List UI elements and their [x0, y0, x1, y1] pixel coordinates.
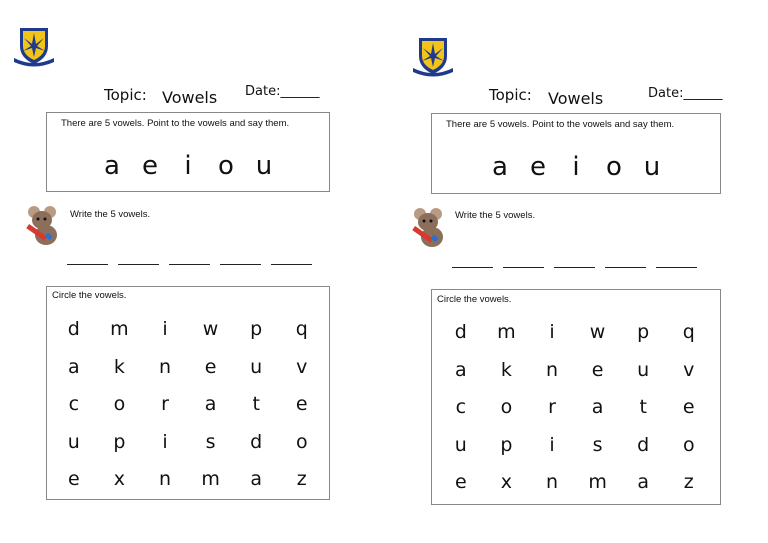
grid-letter[interactable]: r [161, 393, 169, 416]
grid-letter[interactable]: n [158, 355, 171, 378]
instruction-write: Write the 5 vowels. [70, 209, 151, 220]
vowel-letter: e [142, 151, 158, 181]
grid-letter[interactable]: t [252, 393, 260, 416]
grid-letter[interactable]: d [250, 430, 263, 453]
instruction-point: There are 5 vowels. Point to the vowels and say them. [61, 118, 290, 129]
vowel-row [432, 152, 720, 182]
grid-letter[interactable]: u [67, 430, 80, 453]
grid-letter[interactable]: e [67, 468, 80, 491]
instruction-point: There are 5 vowels. Point to the vowels and say them. [446, 119, 675, 130]
grid-letter[interactable]: p [500, 433, 513, 456]
grid-letter[interactable]: k [113, 355, 125, 378]
mouse-pencil-icon [408, 206, 452, 250]
grid-letter[interactable]: m [201, 468, 220, 491]
grid-letter[interactable]: o [295, 430, 308, 453]
grid-letter[interactable]: a [454, 358, 467, 381]
write-blank[interactable] [554, 257, 595, 268]
grid-letter[interactable]: s [205, 430, 216, 453]
grid-letter[interactable]: m [497, 321, 516, 343]
write-blanks[interactable] [452, 257, 697, 268]
write-blank[interactable] [118, 254, 159, 265]
grid-letter[interactable]: w [589, 321, 606, 343]
grid-letter[interactable]: a [67, 355, 80, 378]
grid-letter[interactable]: e [454, 471, 467, 494]
grid-letter[interactable]: a [637, 471, 649, 494]
letter-grid [438, 314, 712, 502]
write-blank[interactable] [656, 257, 697, 268]
grid-letter[interactable]: r [548, 396, 556, 419]
vowel-letter: i [184, 151, 192, 181]
grid-letter[interactable]: s [592, 433, 603, 456]
topic-label: Topic: [489, 86, 532, 104]
grid-letter[interactable]: a [591, 396, 604, 419]
write-blank[interactable] [503, 257, 544, 268]
grid-letter[interactable]: q [682, 321, 695, 343]
grid-letter[interactable]: i [162, 430, 168, 453]
grid-letter[interactable]: p [113, 430, 126, 453]
school-crest-icon [411, 34, 455, 78]
date-label: Date:______ [245, 84, 320, 99]
grid-letter[interactable]: n [545, 471, 558, 494]
grid-letter[interactable]: i [162, 318, 168, 340]
grid-letter[interactable]: c [455, 396, 467, 419]
vowel-letter: e [530, 152, 546, 182]
grid-letter[interactable]: m [110, 318, 129, 340]
grid-letter[interactable]: x [113, 468, 126, 491]
grid-letter[interactable]: n [545, 358, 558, 381]
grid-letter[interactable]: o [682, 433, 695, 456]
worksheet-right [384, 0, 768, 543]
write-blank[interactable] [271, 254, 312, 265]
vowel-letter: i [572, 152, 580, 182]
grid-letter[interactable]: u [454, 433, 467, 456]
instruction-circle: Circle the vowels. [52, 290, 127, 301]
topic-value: Vowels [548, 89, 604, 108]
grid-letter[interactable]: i [549, 321, 555, 343]
grid-letter[interactable]: e [295, 393, 308, 416]
instruction-write: Write the 5 vowels. [455, 210, 536, 221]
instruction-circle: Circle the vowels. [437, 294, 512, 305]
grid-letter[interactable]: d [637, 433, 650, 456]
letter-grid [51, 311, 325, 499]
vowel-letter: u [643, 152, 661, 182]
grid-letter[interactable]: v [296, 355, 308, 378]
grid-letter[interactable]: k [500, 358, 512, 381]
write-blank[interactable] [452, 257, 493, 268]
vowel-letter: u [255, 151, 273, 181]
grid-letter[interactable]: a [204, 393, 217, 416]
grid-letter[interactable]: z [296, 468, 307, 491]
circle-box [431, 289, 721, 505]
grid-letter[interactable]: u [250, 355, 263, 378]
grid-letter[interactable]: x [500, 471, 513, 494]
write-blanks[interactable] [67, 254, 312, 265]
vowel-letter: a [104, 151, 120, 181]
write-blank[interactable] [220, 254, 261, 265]
grid-letter[interactable]: u [637, 358, 650, 381]
grid-letter[interactable]: e [682, 396, 695, 419]
vowels-box [46, 112, 330, 192]
grid-letter[interactable]: e [204, 355, 217, 378]
grid-letter[interactable]: z [683, 471, 694, 494]
date-label: Date:______ [648, 86, 723, 101]
grid-letter[interactable]: c [68, 393, 80, 416]
vowel-letter: a [492, 152, 508, 182]
grid-letter[interactable]: n [158, 468, 171, 491]
topic-label: Topic: [104, 86, 147, 104]
grid-letter[interactable]: m [588, 471, 607, 494]
write-blank[interactable] [169, 254, 210, 265]
grid-letter[interactable]: v [683, 358, 695, 381]
grid-letter[interactable]: a [250, 468, 262, 491]
grid-letter[interactable]: q [295, 318, 308, 340]
grid-letter[interactable]: o [113, 393, 126, 416]
grid-letter[interactable]: t [639, 396, 647, 419]
mouse-pencil-icon [22, 204, 66, 248]
grid-letter[interactable]: w [202, 318, 219, 340]
school-crest-icon [12, 24, 56, 68]
vowels-box [431, 113, 721, 194]
grid-letter[interactable]: p [637, 321, 650, 343]
grid-letter[interactable]: d [67, 318, 80, 340]
vowel-letter: o [606, 152, 622, 182]
grid-letter[interactable]: o [500, 396, 513, 419]
grid-letter[interactable]: p [250, 318, 263, 340]
grid-letter[interactable]: i [549, 433, 555, 456]
write-blank[interactable] [67, 254, 108, 265]
grid-letter[interactable]: e [591, 358, 604, 381]
topic-value: Vowels [162, 88, 218, 107]
write-blank[interactable] [605, 257, 646, 268]
circle-box [46, 286, 330, 500]
vowel-row [47, 151, 329, 181]
grid-letter[interactable]: d [454, 321, 467, 343]
vowel-letter: o [218, 151, 234, 181]
